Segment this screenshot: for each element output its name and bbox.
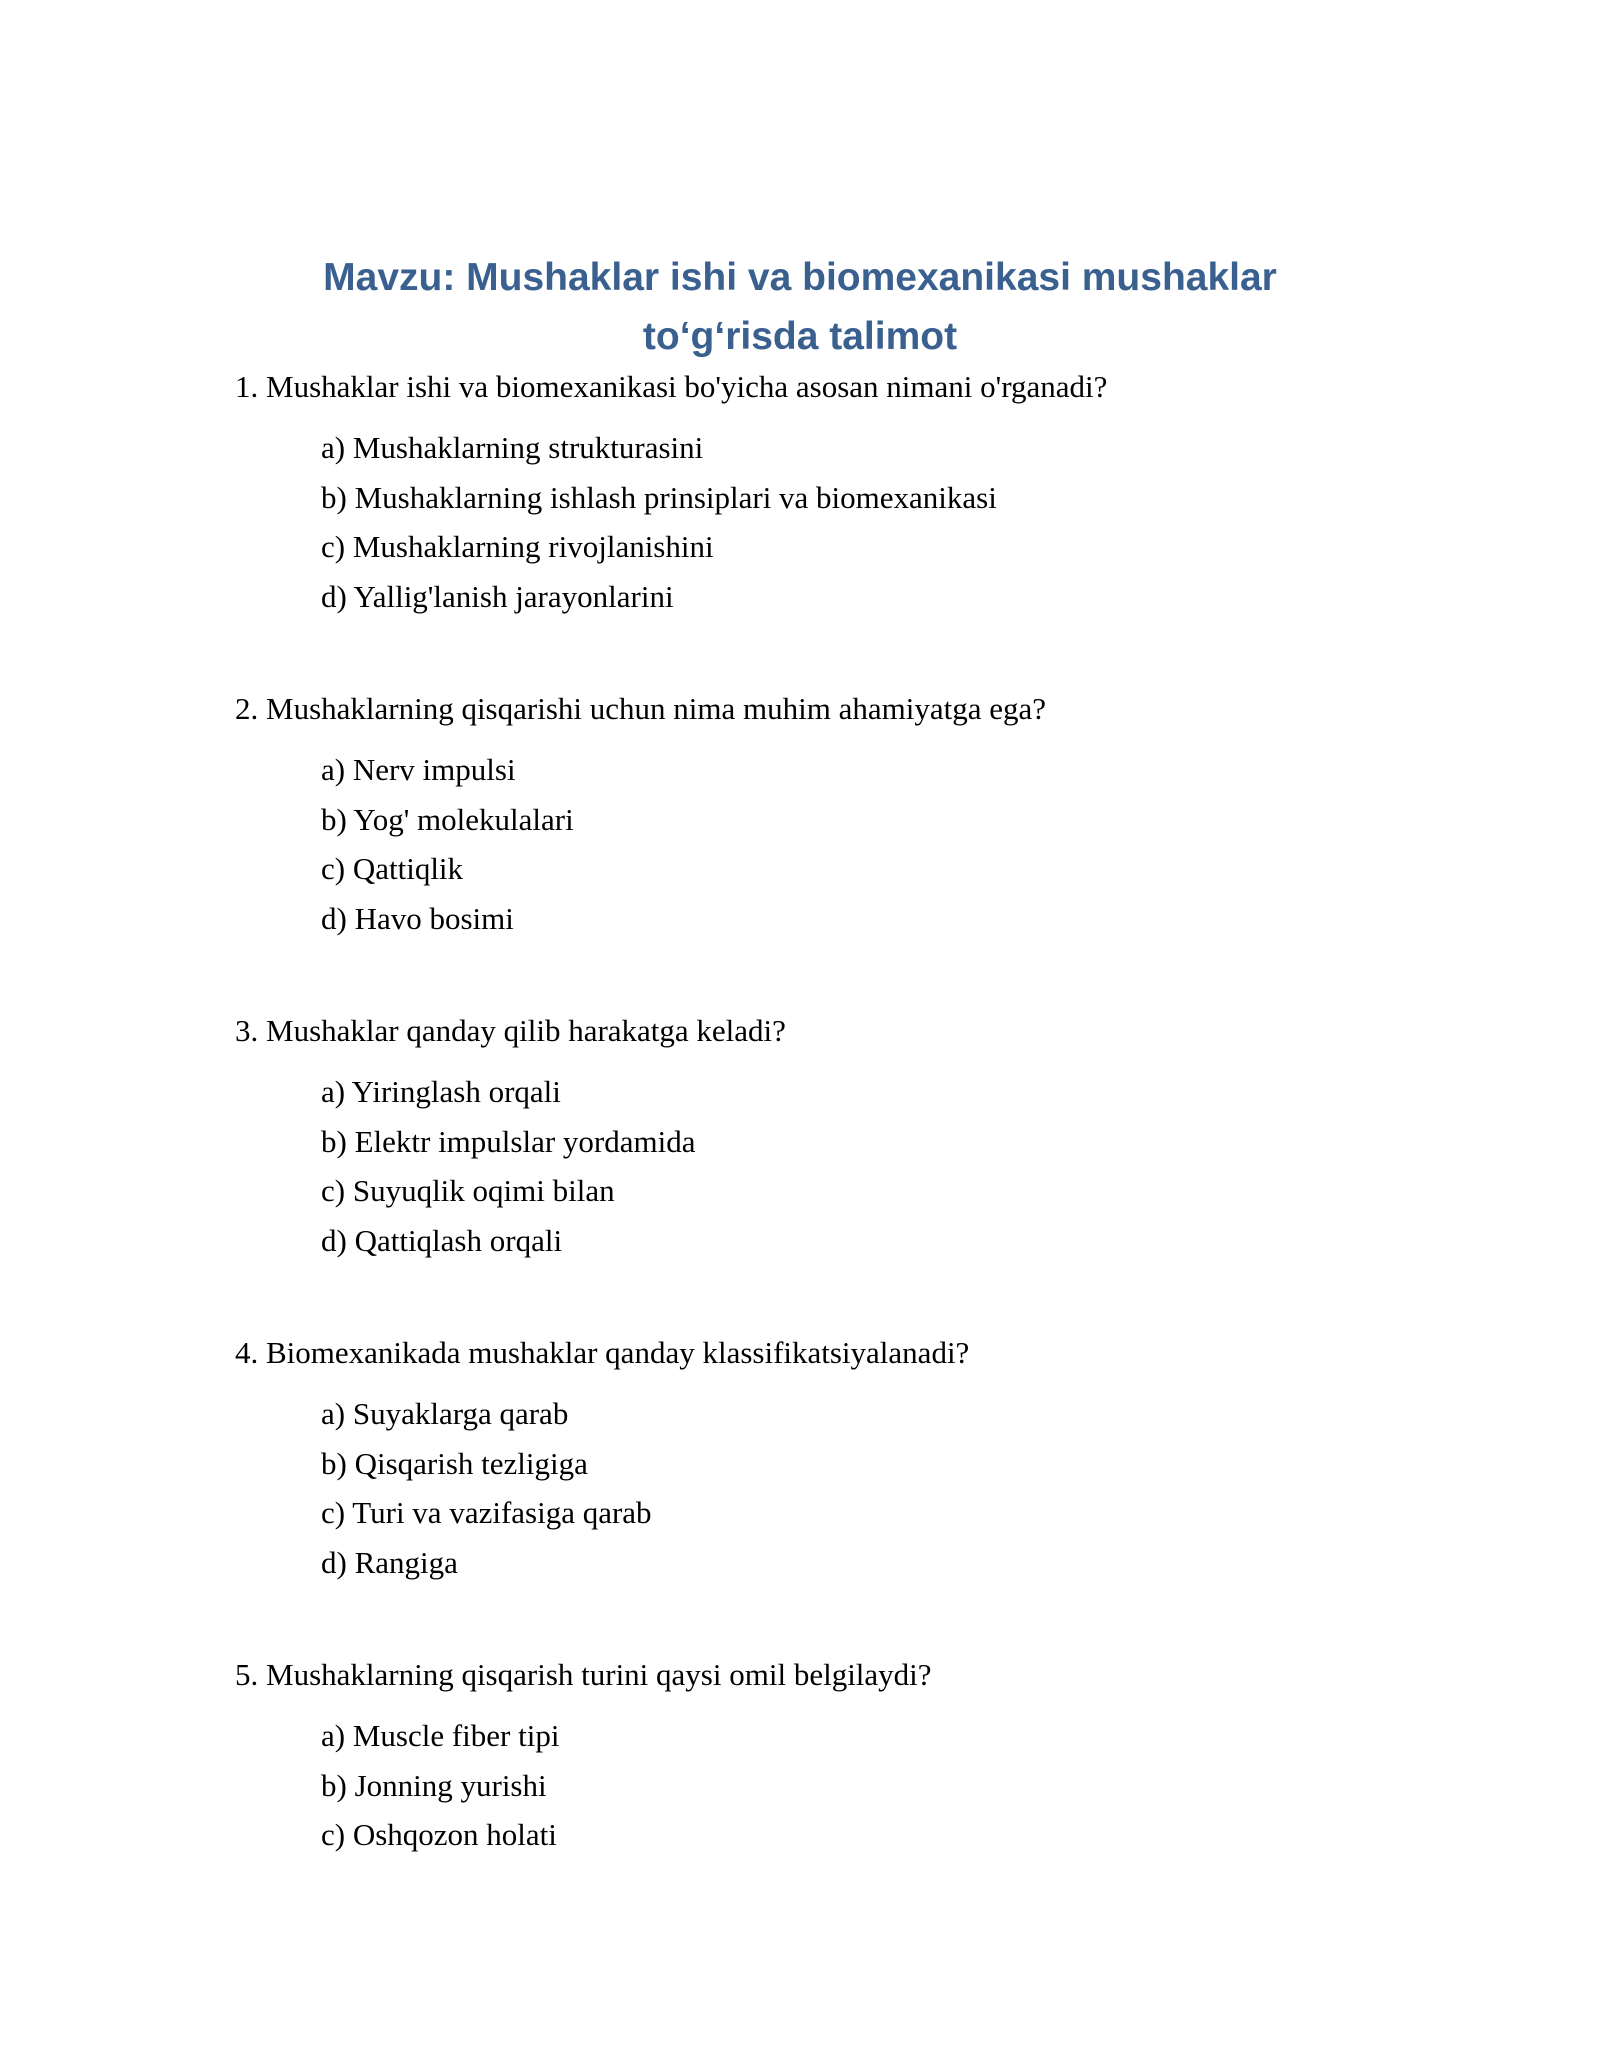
question-text: 2. Mushaklarning qisqarishi uchun nima muhim ahamiyatga ega? xyxy=(235,691,1046,726)
answer-option-a: a) Nerv impulsi xyxy=(321,752,516,787)
answer-option-c: c) Suyuqlik oqimi bilan xyxy=(321,1173,615,1208)
question-text: 4. Biomexanikada mushaklar qanday klassifikatsiyalanadi? xyxy=(235,1335,970,1370)
answer-option-a: a) Muscle fiber tipi xyxy=(321,1718,560,1753)
question-1 xyxy=(235,367,1365,689)
question-3 xyxy=(235,1011,1365,1333)
question-list xyxy=(235,367,1365,1977)
answer-option-d: d) Rangiga xyxy=(321,1544,458,1580)
page-title: Mavzu: Mushaklar ishi va biomexanikasi mushaklar to‘g‘risda talimot xyxy=(323,256,1277,358)
question-text: 5. Mushaklarning qisqarish turini qaysi omil belgilaydi? xyxy=(235,1657,932,1692)
answer-option-b: b) Yog' molekulalari xyxy=(321,801,574,837)
answer-option-b: b) Jonning yurishi xyxy=(321,1767,547,1803)
question-text: 3. Mushaklar qanday qilib harakatga keladi? xyxy=(235,1013,786,1048)
answer-option-d: d) Yallig'lanish jarayonlarini xyxy=(321,578,674,614)
answer-option-b: b) Elektr impulslar yordamida xyxy=(321,1123,696,1159)
question-2 xyxy=(235,689,1365,1011)
answer-option-d: d) Havo bosimi xyxy=(321,900,514,936)
answer-option-b: b) Qisqarish tezligiga xyxy=(321,1445,588,1481)
answer-option-a: a) Yiringlash orqali xyxy=(321,1074,561,1109)
answer-option-c: c) Qattiqlik xyxy=(321,851,464,886)
question-4 xyxy=(235,1333,1365,1655)
answer-option-b: b) Mushaklarning ishlash prinsiplari va biomexanikasi xyxy=(321,479,997,515)
answer-options xyxy=(235,423,1365,621)
answer-options xyxy=(235,745,1365,943)
answer-option-c: c) Oshqozon holati xyxy=(321,1817,557,1852)
answer-option-c: c) Mushaklarning rivojlanishini xyxy=(321,529,714,564)
answer-option-a: a) Mushaklarning strukturasini xyxy=(321,430,704,465)
answer-option-d: d) Qattiqlash orqali xyxy=(321,1222,563,1258)
answer-options xyxy=(235,1067,1365,1265)
answer-option-c: c) Turi va vazifasiga qarab xyxy=(321,1495,652,1530)
question-text: 1. Mushaklar ishi va biomexanikasi bo'yicha asosan nimani o'rganadi? xyxy=(235,369,1108,404)
answer-options xyxy=(235,1389,1365,1587)
question-5 xyxy=(235,1655,1365,1977)
answer-option-a: a) Suyaklarga qarab xyxy=(321,1396,569,1431)
answer-options xyxy=(235,1711,1365,1860)
